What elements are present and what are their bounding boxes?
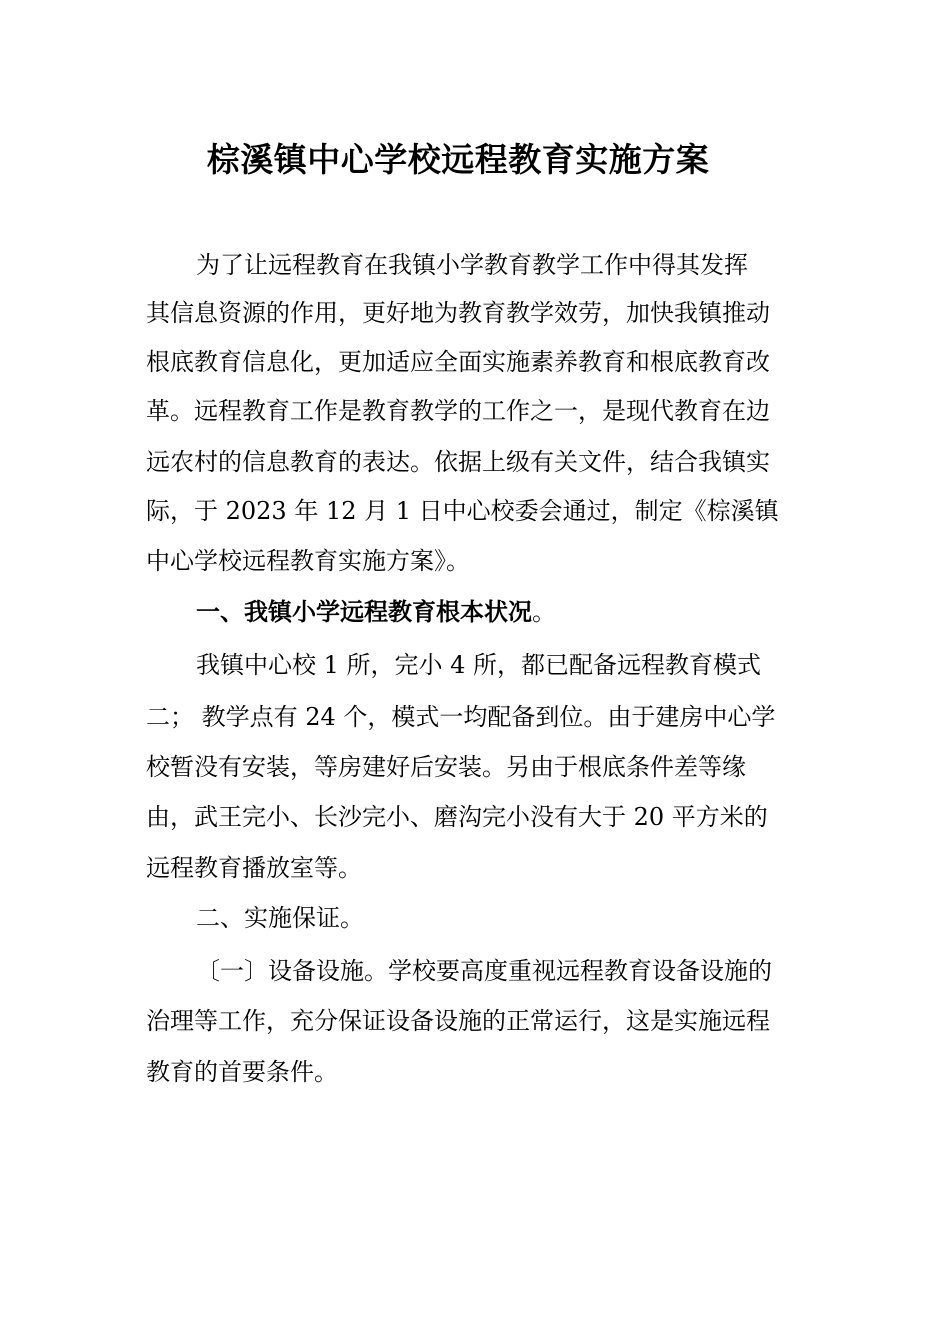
paragraph-line: 远程教育播放室等。 <box>146 854 362 882</box>
paragraph-line: 校暂没有安装，等房建好后安装。另由于根底条件差等缘 <box>146 753 746 781</box>
document-title: 棕溪镇中心学校远程教育实施方案 <box>206 140 710 179</box>
paragraph-line: 际，于 2023 年 12 月 1 日中心校委会通过，制定《棕溪镇 <box>146 497 779 525</box>
paragraph-line: 革。远程教育工作是教育教学的工作之一，是现代教育在边 <box>146 397 770 425</box>
paragraph-line: 远农村的信息教育的表达。依据上级有关文件，结合我镇实 <box>146 448 770 476</box>
paragraph-line: 中心学校远程教育实施方案》。 <box>146 547 470 575</box>
paragraph-line: 治理等工作，充分保证设备设施的正常运行，这是实施远程 <box>146 1007 770 1035</box>
paragraph-line: 教育的首要条件。 <box>146 1058 338 1086</box>
paragraph-line: 为了让远程教育在我镇小学教育教学工作中得其发挥 <box>196 251 748 279</box>
section-heading-1 <box>196 597 556 627</box>
section-heading-period: 。 <box>532 598 556 626</box>
paragraph-line: 由，武王完小、长沙完小、磨沟完小没有大于 20 平方米的 <box>146 803 768 831</box>
paragraph-line: 根底教育信息化，更加适应全面实施素养教育和根底教育改 <box>146 348 770 376</box>
paragraph-line: 我镇中心校 1 所，完小 4 所，都已配备远程教育模式 <box>196 651 762 679</box>
section-heading-2: 二、实施保证。 <box>196 904 364 932</box>
paragraph-line: 其信息资源的作用，更好地为教育教学效劳，加快我镇推动 <box>146 299 770 327</box>
paragraph-line: 二； 教学点有 24 个，模式一均配备到位。由于建房中心学 <box>146 703 776 731</box>
paragraph-line: 〔一〕设备设施。学校要高度重视远程教育设备设施的 <box>196 957 772 985</box>
section-heading-text: 一、我镇小学远程教育根本状况 <box>196 597 532 626</box>
